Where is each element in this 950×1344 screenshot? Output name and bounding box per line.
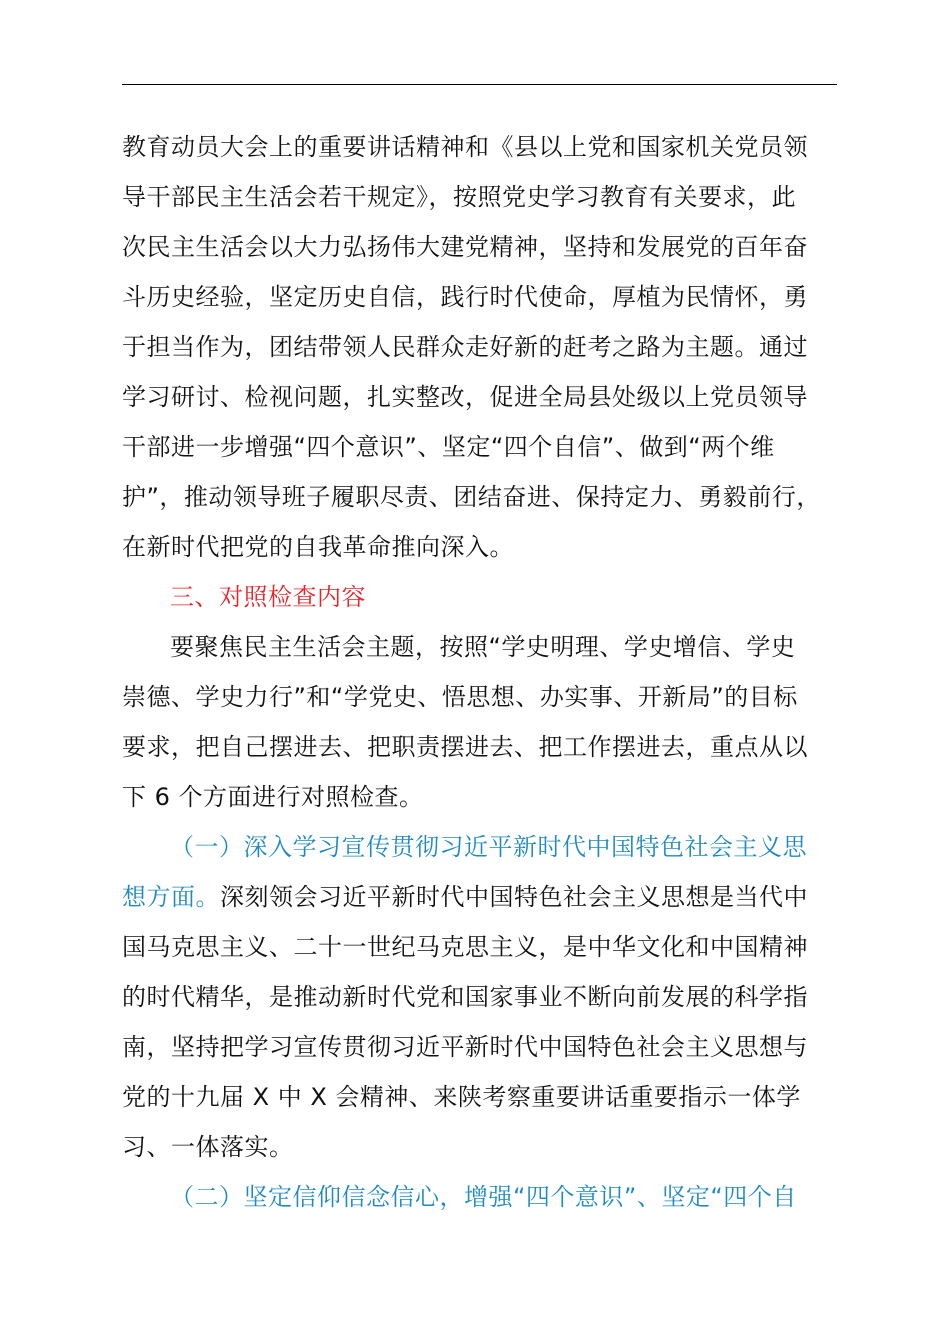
body-line: 在新时代把党的自我革命推向深入。 xyxy=(122,533,514,561)
body-line: 护”，推动领导班子履职尽责、团结奋进、保持定力、勇毅前行， xyxy=(122,483,821,511)
body-line: 教育动员大会上的重要讲话精神和《县以上党和国家机关党员领 xyxy=(122,133,808,161)
subsection-heading: （一）深入学习宣传贯彻习近平新时代中国特色社会主义思 xyxy=(170,833,807,861)
body-line: 崇德、学史力行”和“学党史、悟思想、办实事、开新局”的目标 xyxy=(122,683,798,711)
body-line: 的时代精华，是推动新时代党和国家事业不断向前发展的科学指 xyxy=(122,983,808,1011)
body-line xyxy=(122,872,862,922)
body-line: 要求，把自己摆进去、把职责摆进去、把工作摆进去，重点从以 xyxy=(122,733,808,761)
body-line: 习、一体落实。 xyxy=(122,1133,294,1161)
body-line: 党的十九届 X 中 X 会精神、来陕考察重要讲话重要指示一体学 xyxy=(122,1083,801,1111)
body-line: 南，坚持把学习宣传贯彻习近平新时代中国特色社会主义思想与 xyxy=(122,1033,808,1061)
subsection-heading: （二）坚定信仰信念信心，增强“四个意识”、坚定“四个自 xyxy=(170,1183,797,1211)
body-line: 干部进一步增强“四个意识”、坚定“四个自信”、做到“两个维 xyxy=(122,433,775,461)
body-line: 下 6 个方面进行对照检查。 xyxy=(122,783,424,811)
body-line: 于担当作为，团结带领人民群众走好新的赶考之路为主题。通过 xyxy=(122,333,808,361)
body-line: 导干部民主生活会若干规定》，按照党史学习教育有关要求，此 xyxy=(122,183,796,211)
body-text-run: 深刻领会习近平新时代中国特色社会主义思想是当代中 xyxy=(220,883,808,911)
body-line: 国马克思主义、二十一世纪马克思主义，是中华文化和中国精神 xyxy=(122,933,808,961)
body-line: 学习研讨、检视问题，扎实整改，促进全局县处级以上党员领导 xyxy=(122,383,808,411)
subsection-heading-tail: 想方面。 xyxy=(122,883,220,911)
section-heading: 三、对照检查内容 xyxy=(170,583,366,611)
document-body xyxy=(122,122,862,1222)
body-line: 次民主生活会以大力弘扬伟大建党精神，坚持和发展党的百年奋 xyxy=(122,233,808,261)
body-line: 要聚焦民主生活会主题，按照“学史明理、学史增信、学史 xyxy=(170,633,796,661)
body-line: 斗历史经验，坚定历史自信，践行时代使命，厚植为民情怀，勇 xyxy=(122,283,808,311)
header-rule xyxy=(122,84,837,85)
